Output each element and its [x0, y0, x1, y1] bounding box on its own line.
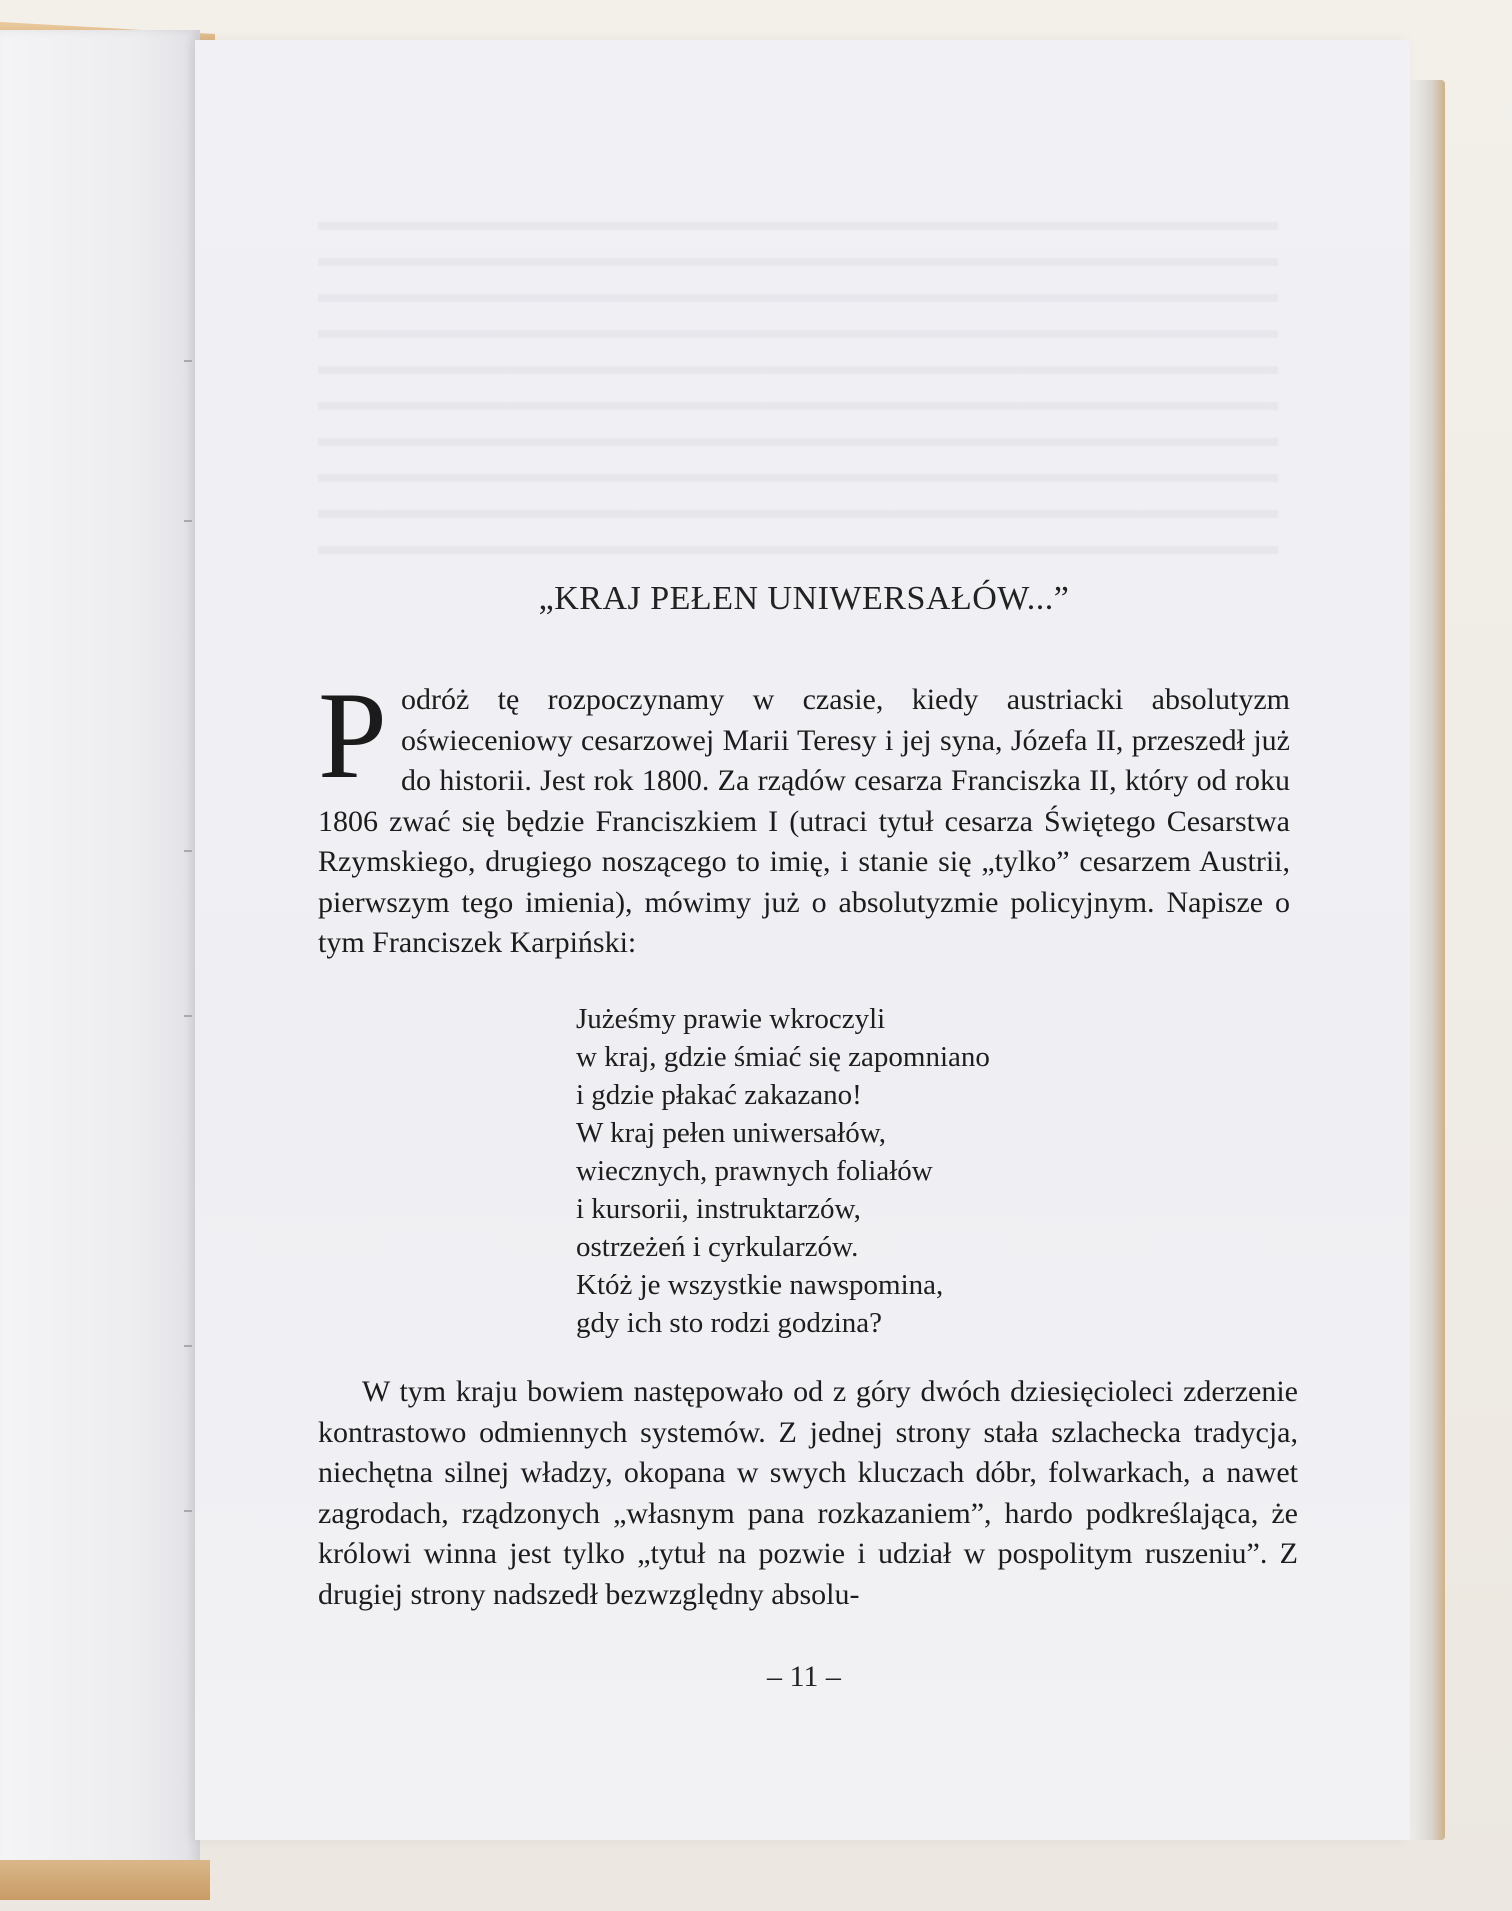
page-number: – 11 –: [767, 1660, 841, 1693]
book-cover-edge-bottom: [0, 1860, 210, 1900]
poem-line: ostrzeżeń i cyrkularzów.: [576, 1231, 859, 1263]
poem-line: w kraj, gdzie śmiać się zapomniano: [576, 1041, 990, 1073]
chapter-title: „KRAJ PEŁEN UNIWERSAŁÓW...”: [538, 580, 1070, 617]
poem-line: gdy ich sto rodzi godzina?: [576, 1307, 883, 1339]
poem-line: W kraj pełen uniwersałów,: [576, 1117, 887, 1149]
show-through-text: [318, 200, 1278, 580]
binding-stitches: [184, 360, 204, 1560]
poem-line: wiecznych, prawnych foliałów: [576, 1155, 933, 1187]
poem-line: i kursorii, instruktarzów,: [576, 1193, 861, 1225]
poem-line: i gdzie płakać zakazano!: [576, 1079, 862, 1111]
poem-line: Jużeśmy prawie wkroczyli: [576, 1003, 886, 1035]
second-paragraph: W tym kraju bowiem następowało od z góry dwóch dziesięcioleci zderzenie kontrastowo odmiennych systemów. Z jednej strony stała szlachecka tradycja, niechętna silnej władzy, okopana w swych kluczach dóbr, folwarkach, a nawet zagrodach, rządzonych „własnym pana rozkazaniem”, hardo podkreślająca, że królowi winna jest tylko „tytuł na pozwie i udział w pospolitym ruszeniu”. Z drugiej strony nadszedł bezwzględny absolu-: [318, 1375, 1298, 1611]
poem-line: Któż je wszystkie nawspomina,: [576, 1269, 944, 1301]
drop-cap: P: [318, 667, 387, 804]
first-paragraph: [318, 667, 1290, 964]
left-page: [0, 30, 200, 1885]
first-paragraph-text: odróż tę rozpoczynamy w czasie, kiedy austriacki absolutyzm oświeceniowy cesarzowej Marii Teresy i jej syna, Józefa II, przeszedł już do historii. Jest rok 1800. Za rządów cesarza Franciszka II, który od roku 1806 zwać się będzie Franciszkiem I (utraci tytuł cesarza Świętego Cesarstwa Rzymskiego, drugiego noszącego to imię, i stanie się „tylko” cesarzem Austrii, pierwszym tego imienia), mówimy już o absolutyzmie policyjnym. Napisze o tym Franciszek Karpiński:: [318, 683, 1290, 959]
poem: [576, 1000, 1176, 1342]
